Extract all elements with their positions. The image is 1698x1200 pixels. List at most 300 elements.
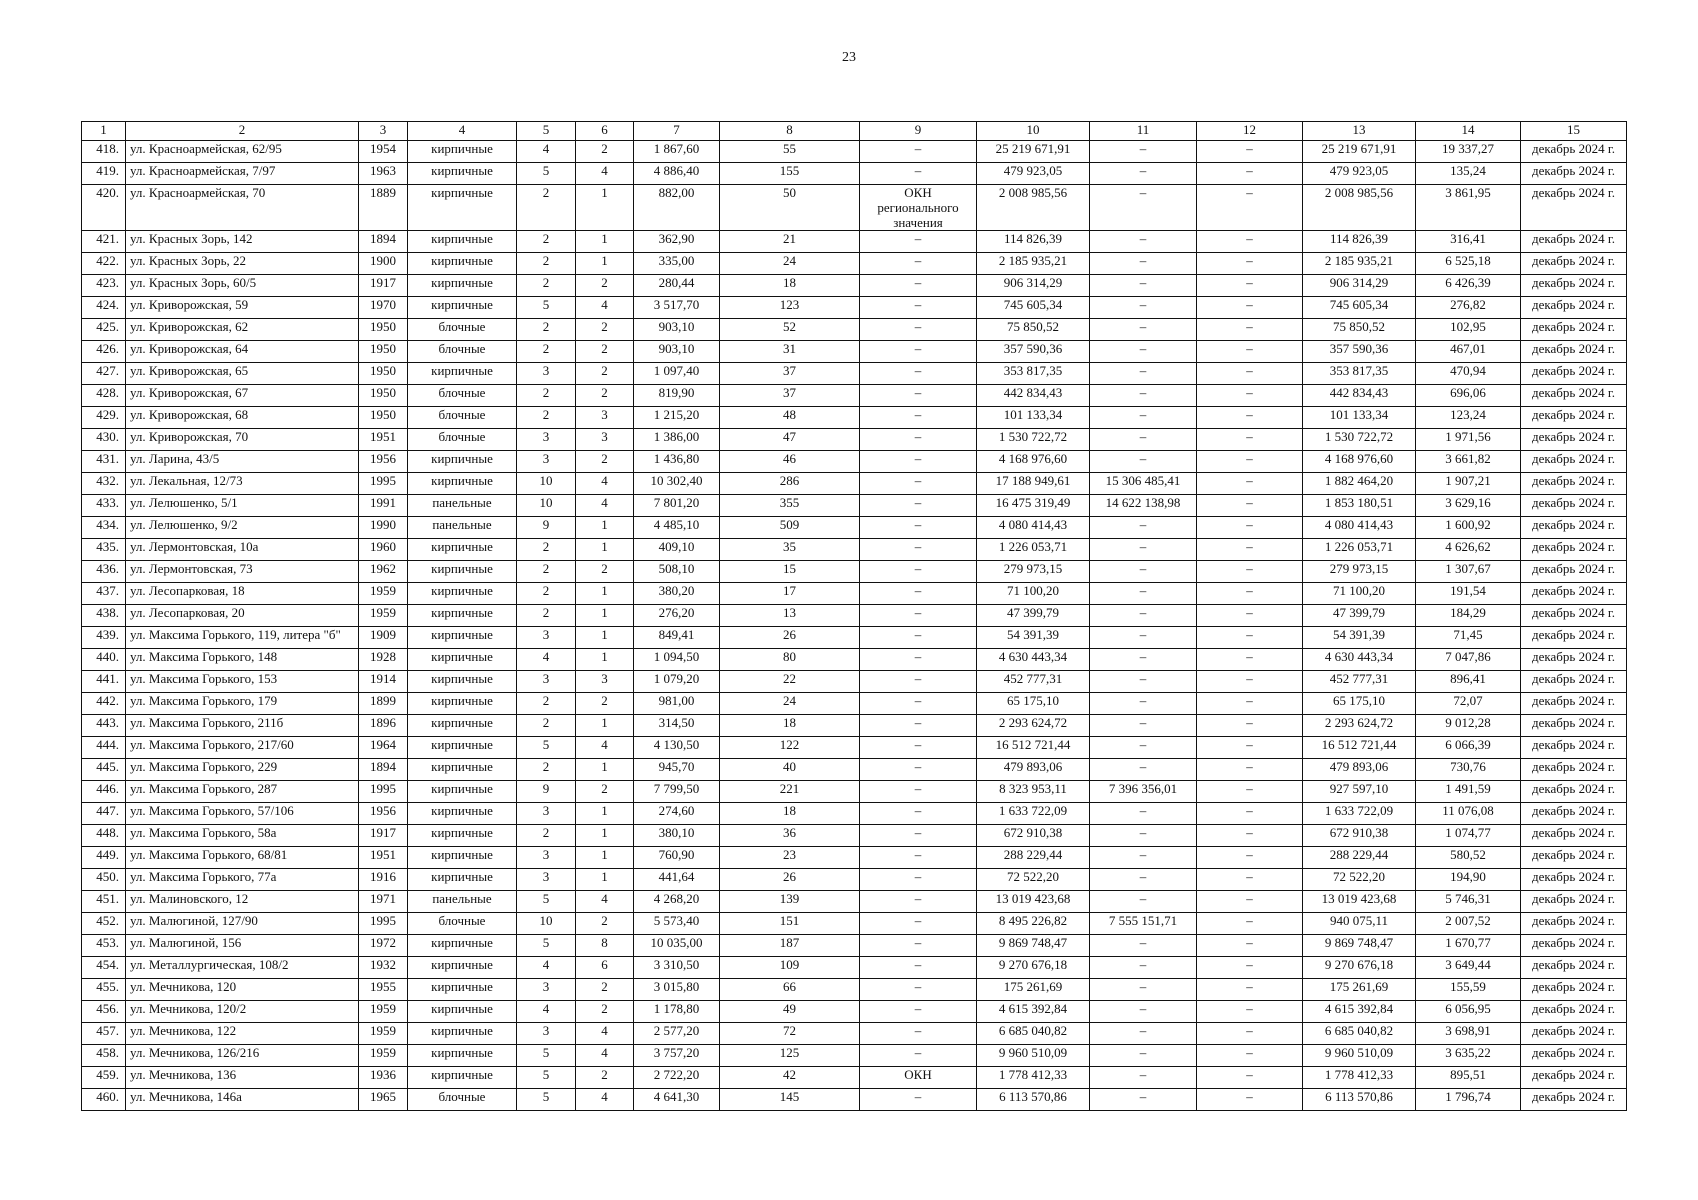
- residents-cell: 145: [720, 1089, 860, 1111]
- row-number-cell: 422.: [82, 253, 126, 275]
- table-row: [82, 341, 1627, 363]
- residents-cell: 47: [720, 429, 860, 451]
- cost-col-12-cell: –: [1197, 561, 1303, 583]
- table-row: [82, 141, 1627, 163]
- cost-col-12-cell: –: [1197, 141, 1303, 163]
- table-row: [82, 253, 1627, 275]
- cost-col-12-cell: –: [1197, 781, 1303, 803]
- completion-date-cell: декабрь 2024 г.: [1521, 979, 1627, 1001]
- table-row: [82, 451, 1627, 473]
- total-cost-cell: 1 530 722,72: [977, 429, 1090, 451]
- wall-material-cell: панельные: [408, 517, 517, 539]
- year-built-cell: 1955: [359, 979, 408, 1001]
- row-number-cell: 434.: [82, 517, 126, 539]
- cost-col-11-cell: –: [1090, 363, 1197, 385]
- cost-col-11-cell: –: [1090, 759, 1197, 781]
- residents-cell: 37: [720, 385, 860, 407]
- row-number-cell: 424.: [82, 297, 126, 319]
- total-area-cell: 1 178,80: [634, 1001, 720, 1023]
- year-built-cell: 1972: [359, 935, 408, 957]
- total-area-cell: 274,60: [634, 803, 720, 825]
- total-area-cell: 760,90: [634, 847, 720, 869]
- heritage-status-cell: –: [860, 847, 977, 869]
- cost-per-sqm-cell: 3 649,44: [1416, 957, 1521, 979]
- total-cost-cell: 2 008 985,56: [977, 185, 1090, 231]
- cost-col-13-cell: 9 869 748,47: [1303, 935, 1416, 957]
- entrances-cell: 4: [576, 1023, 634, 1045]
- wall-material-cell: кирпичные: [408, 275, 517, 297]
- floors-cell: 2: [517, 231, 576, 253]
- table-row: [82, 407, 1627, 429]
- cost-col-13-cell: 101 133,34: [1303, 407, 1416, 429]
- residents-cell: 187: [720, 935, 860, 957]
- cost-col-12-cell: –: [1197, 185, 1303, 231]
- entrances-cell: 3: [576, 429, 634, 451]
- entrances-cell: 1: [576, 715, 634, 737]
- table-row: [82, 163, 1627, 185]
- cost-col-12-cell: –: [1197, 319, 1303, 341]
- cost-col-11-cell: –: [1090, 185, 1197, 231]
- heritage-status-cell: –: [860, 649, 977, 671]
- table-row: [82, 363, 1627, 385]
- floors-cell: 2: [517, 605, 576, 627]
- heritage-status-cell: –: [860, 231, 977, 253]
- address-cell: ул. Красных Зорь, 22: [126, 253, 359, 275]
- cost-col-12-cell: –: [1197, 583, 1303, 605]
- cost-col-12-cell: –: [1197, 407, 1303, 429]
- heritage-status-cell: –: [860, 979, 977, 1001]
- heritage-status-cell: –: [860, 715, 977, 737]
- cost-col-12-cell: –: [1197, 847, 1303, 869]
- floors-cell: 3: [517, 1023, 576, 1045]
- cost-per-sqm-cell: 1 971,56: [1416, 429, 1521, 451]
- cost-per-sqm-cell: 3 635,22: [1416, 1045, 1521, 1067]
- year-built-cell: 1909: [359, 627, 408, 649]
- heritage-status-cell: –: [860, 935, 977, 957]
- total-area-cell: 508,10: [634, 561, 720, 583]
- floors-cell: 2: [517, 407, 576, 429]
- table-row: [82, 517, 1627, 539]
- heritage-status-cell: –: [860, 141, 977, 163]
- cost-per-sqm-cell: 1 307,67: [1416, 561, 1521, 583]
- cost-col-12-cell: –: [1197, 649, 1303, 671]
- cost-col-13-cell: 72 522,20: [1303, 869, 1416, 891]
- total-cost-cell: 353 817,35: [977, 363, 1090, 385]
- table-row: [82, 1023, 1627, 1045]
- cost-col-13-cell: 6 685 040,82: [1303, 1023, 1416, 1045]
- cost-col-11-cell: –: [1090, 561, 1197, 583]
- completion-date-cell: декабрь 2024 г.: [1521, 847, 1627, 869]
- row-number-cell: 435.: [82, 539, 126, 561]
- wall-material-cell: блочные: [408, 429, 517, 451]
- wall-material-cell: кирпичные: [408, 539, 517, 561]
- floors-cell: 2: [517, 275, 576, 297]
- entrances-cell: 2: [576, 319, 634, 341]
- completion-date-cell: декабрь 2024 г.: [1521, 451, 1627, 473]
- completion-date-cell: декабрь 2024 г.: [1521, 407, 1627, 429]
- total-cost-cell: 13 019 423,68: [977, 891, 1090, 913]
- completion-date-cell: декабрь 2024 г.: [1521, 185, 1627, 231]
- table-row: [82, 495, 1627, 517]
- cost-col-11-cell: –: [1090, 869, 1197, 891]
- column-header-6: 6: [576, 122, 634, 141]
- total-area-cell: 3 757,20: [634, 1045, 720, 1067]
- cost-col-13-cell: 1 853 180,51: [1303, 495, 1416, 517]
- residents-cell: 18: [720, 275, 860, 297]
- cost-per-sqm-cell: 2 007,52: [1416, 913, 1521, 935]
- row-number-cell: 425.: [82, 319, 126, 341]
- row-number-cell: 427.: [82, 363, 126, 385]
- entrances-cell: 1: [576, 803, 634, 825]
- total-area-cell: 903,10: [634, 319, 720, 341]
- cost-col-11-cell: –: [1090, 627, 1197, 649]
- wall-material-cell: панельные: [408, 891, 517, 913]
- address-cell: ул. Мечникова, 122: [126, 1023, 359, 1045]
- total-area-cell: 380,10: [634, 825, 720, 847]
- row-number-cell: 451.: [82, 891, 126, 913]
- total-cost-cell: 452 777,31: [977, 671, 1090, 693]
- residents-cell: 23: [720, 847, 860, 869]
- total-area-cell: 1 079,20: [634, 671, 720, 693]
- total-cost-cell: 672 910,38: [977, 825, 1090, 847]
- floors-cell: 3: [517, 627, 576, 649]
- column-header-11: 11: [1090, 122, 1197, 141]
- row-number-cell: 421.: [82, 231, 126, 253]
- cost-per-sqm-cell: 6 525,18: [1416, 253, 1521, 275]
- residents-cell: 18: [720, 803, 860, 825]
- address-cell: ул. Криворожская, 62: [126, 319, 359, 341]
- address-cell: ул. Максима Горького, 153: [126, 671, 359, 693]
- total-cost-cell: 9 960 510,09: [977, 1045, 1090, 1067]
- total-cost-cell: 479 923,05: [977, 163, 1090, 185]
- completion-date-cell: декабрь 2024 г.: [1521, 1023, 1627, 1045]
- cost-col-12-cell: –: [1197, 341, 1303, 363]
- year-built-cell: 1900: [359, 253, 408, 275]
- cost-col-13-cell: 6 113 570,86: [1303, 1089, 1416, 1111]
- wall-material-cell: кирпичные: [408, 583, 517, 605]
- cost-col-13-cell: 71 100,20: [1303, 583, 1416, 605]
- address-cell: ул. Красноармейская, 7/97: [126, 163, 359, 185]
- completion-date-cell: декабрь 2024 г.: [1521, 429, 1627, 451]
- year-built-cell: 1964: [359, 737, 408, 759]
- total-area-cell: 10 302,40: [634, 473, 720, 495]
- heritage-status-cell: –: [860, 913, 977, 935]
- wall-material-cell: блочные: [408, 1089, 517, 1111]
- row-number-cell: 438.: [82, 605, 126, 627]
- year-built-cell: 1932: [359, 957, 408, 979]
- address-cell: ул. Лермонтовская, 10а: [126, 539, 359, 561]
- completion-date-cell: декабрь 2024 г.: [1521, 297, 1627, 319]
- cost-col-13-cell: 13 019 423,68: [1303, 891, 1416, 913]
- heritage-status-cell: –: [860, 517, 977, 539]
- floors-cell: 2: [517, 561, 576, 583]
- cost-col-13-cell: 4 168 976,60: [1303, 451, 1416, 473]
- completion-date-cell: декабрь 2024 г.: [1521, 253, 1627, 275]
- wall-material-cell: кирпичные: [408, 781, 517, 803]
- wall-material-cell: кирпичные: [408, 627, 517, 649]
- cost-col-12-cell: –: [1197, 253, 1303, 275]
- year-built-cell: 1914: [359, 671, 408, 693]
- table-row: [82, 539, 1627, 561]
- cost-per-sqm-cell: 6 056,95: [1416, 1001, 1521, 1023]
- completion-date-cell: декабрь 2024 г.: [1521, 803, 1627, 825]
- cost-col-13-cell: 927 597,10: [1303, 781, 1416, 803]
- address-cell: ул. Максима Горького, 179: [126, 693, 359, 715]
- cost-col-13-cell: 65 175,10: [1303, 693, 1416, 715]
- wall-material-cell: панельные: [408, 495, 517, 517]
- table-row: [82, 1045, 1627, 1067]
- cost-col-11-cell: –: [1090, 979, 1197, 1001]
- address-cell: ул. Криворожская, 64: [126, 341, 359, 363]
- cost-col-12-cell: –: [1197, 429, 1303, 451]
- cost-col-12-cell: –: [1197, 693, 1303, 715]
- cost-col-11-cell: 7 555 151,71: [1090, 913, 1197, 935]
- floors-cell: 9: [517, 781, 576, 803]
- address-cell: ул. Лесопарковая, 18: [126, 583, 359, 605]
- total-area-cell: 5 573,40: [634, 913, 720, 935]
- floors-cell: 5: [517, 1067, 576, 1089]
- heritage-status-cell: –: [860, 319, 977, 341]
- heritage-status-cell: –: [860, 759, 977, 781]
- completion-date-cell: декабрь 2024 г.: [1521, 935, 1627, 957]
- year-built-cell: 1916: [359, 869, 408, 891]
- cost-col-13-cell: 2 293 624,72: [1303, 715, 1416, 737]
- year-built-cell: 1917: [359, 825, 408, 847]
- address-cell: ул. Криворожская, 59: [126, 297, 359, 319]
- address-cell: ул. Малюгиной, 156: [126, 935, 359, 957]
- housing-registry-table: [81, 121, 1627, 1111]
- residents-cell: 52: [720, 319, 860, 341]
- address-cell: ул. Мечникова, 146а: [126, 1089, 359, 1111]
- cost-per-sqm-cell: 696,06: [1416, 385, 1521, 407]
- cost-col-13-cell: 9 960 510,09: [1303, 1045, 1416, 1067]
- table-row: [82, 297, 1627, 319]
- completion-date-cell: декабрь 2024 г.: [1521, 737, 1627, 759]
- floors-cell: 4: [517, 1001, 576, 1023]
- residents-cell: 24: [720, 253, 860, 275]
- row-number-cell: 460.: [82, 1089, 126, 1111]
- floors-cell: 10: [517, 913, 576, 935]
- table-row: [82, 231, 1627, 253]
- year-built-cell: 1917: [359, 275, 408, 297]
- cost-col-13-cell: 1 778 412,33: [1303, 1067, 1416, 1089]
- year-built-cell: 1950: [359, 363, 408, 385]
- address-cell: ул. Мечникова, 120/2: [126, 1001, 359, 1023]
- entrances-cell: 2: [576, 781, 634, 803]
- year-built-cell: 1894: [359, 231, 408, 253]
- column-header-10: 10: [977, 122, 1090, 141]
- table-row: [82, 561, 1627, 583]
- row-number-cell: 457.: [82, 1023, 126, 1045]
- total-cost-cell: 17 188 949,61: [977, 473, 1090, 495]
- entrances-cell: 1: [576, 649, 634, 671]
- cost-col-12-cell: –: [1197, 1045, 1303, 1067]
- column-header-2: 2: [126, 122, 359, 141]
- address-cell: ул. Лермонтовская, 73: [126, 561, 359, 583]
- entrances-cell: 1: [576, 825, 634, 847]
- completion-date-cell: декабрь 2024 г.: [1521, 671, 1627, 693]
- address-cell: ул. Лелюшенко, 5/1: [126, 495, 359, 517]
- year-built-cell: 1995: [359, 913, 408, 935]
- cost-col-11-cell: –: [1090, 539, 1197, 561]
- cost-col-13-cell: 479 893,06: [1303, 759, 1416, 781]
- total-cost-cell: 1 778 412,33: [977, 1067, 1090, 1089]
- residents-cell: 151: [720, 913, 860, 935]
- row-number-cell: 447.: [82, 803, 126, 825]
- residents-cell: 66: [720, 979, 860, 1001]
- address-cell: ул. Мечникова, 126/216: [126, 1045, 359, 1067]
- address-cell: ул. Максима Горького, 211б: [126, 715, 359, 737]
- residents-cell: 21: [720, 231, 860, 253]
- completion-date-cell: декабрь 2024 г.: [1521, 759, 1627, 781]
- cost-col-11-cell: –: [1090, 715, 1197, 737]
- address-cell: ул. Криворожская, 65: [126, 363, 359, 385]
- total-area-cell: 7 801,20: [634, 495, 720, 517]
- cost-col-13-cell: 16 512 721,44: [1303, 737, 1416, 759]
- cost-per-sqm-cell: 191,54: [1416, 583, 1521, 605]
- cost-per-sqm-cell: 7 047,86: [1416, 649, 1521, 671]
- year-built-cell: 1991: [359, 495, 408, 517]
- entrances-cell: 4: [576, 737, 634, 759]
- row-number-cell: 441.: [82, 671, 126, 693]
- residents-cell: 37: [720, 363, 860, 385]
- cost-col-13-cell: 2 185 935,21: [1303, 253, 1416, 275]
- address-cell: ул. Максима Горького, 148: [126, 649, 359, 671]
- total-area-cell: 4 886,40: [634, 163, 720, 185]
- floors-cell: 3: [517, 451, 576, 473]
- completion-date-cell: декабрь 2024 г.: [1521, 539, 1627, 561]
- residents-cell: 17: [720, 583, 860, 605]
- floors-cell: 5: [517, 935, 576, 957]
- heritage-status-cell: –: [860, 1001, 977, 1023]
- address-cell: ул. Максима Горького, 77а: [126, 869, 359, 891]
- total-area-cell: 1 097,40: [634, 363, 720, 385]
- row-number-cell: 448.: [82, 825, 126, 847]
- floors-cell: 5: [517, 163, 576, 185]
- table-row: [82, 649, 1627, 671]
- row-number-cell: 454.: [82, 957, 126, 979]
- total-area-cell: 362,90: [634, 231, 720, 253]
- total-cost-cell: 1 226 053,71: [977, 539, 1090, 561]
- row-number-cell: 432.: [82, 473, 126, 495]
- year-built-cell: 1963: [359, 163, 408, 185]
- cost-per-sqm-cell: 580,52: [1416, 847, 1521, 869]
- row-number-cell: 446.: [82, 781, 126, 803]
- cost-col-12-cell: –: [1197, 715, 1303, 737]
- heritage-status-cell: –: [860, 275, 977, 297]
- cost-col-11-cell: –: [1090, 1045, 1197, 1067]
- total-area-cell: 1 094,50: [634, 649, 720, 671]
- row-number-cell: 456.: [82, 1001, 126, 1023]
- table-row: [82, 1067, 1627, 1089]
- cost-col-11-cell: –: [1090, 583, 1197, 605]
- cost-col-11-cell: –: [1090, 649, 1197, 671]
- completion-date-cell: декабрь 2024 г.: [1521, 231, 1627, 253]
- completion-date-cell: декабрь 2024 г.: [1521, 275, 1627, 297]
- entrances-cell: 1: [576, 539, 634, 561]
- entrances-cell: 3: [576, 671, 634, 693]
- total-cost-cell: 745 605,34: [977, 297, 1090, 319]
- address-cell: ул. Максима Горького, 229: [126, 759, 359, 781]
- wall-material-cell: кирпичные: [408, 759, 517, 781]
- cost-per-sqm-cell: 3 629,16: [1416, 495, 1521, 517]
- residents-cell: 49: [720, 1001, 860, 1023]
- column-header-14: 14: [1416, 122, 1521, 141]
- total-cost-cell: 72 522,20: [977, 869, 1090, 891]
- cost-col-11-cell: –: [1090, 825, 1197, 847]
- cost-col-11-cell: 14 622 138,98: [1090, 495, 1197, 517]
- cost-col-13-cell: 906 314,29: [1303, 275, 1416, 297]
- table-row: [82, 715, 1627, 737]
- row-number-cell: 449.: [82, 847, 126, 869]
- wall-material-cell: кирпичные: [408, 869, 517, 891]
- residents-cell: 35: [720, 539, 860, 561]
- cost-col-13-cell: 4 630 443,34: [1303, 649, 1416, 671]
- total-area-cell: 2 722,20: [634, 1067, 720, 1089]
- entrances-cell: 1: [576, 231, 634, 253]
- floors-cell: 3: [517, 429, 576, 451]
- residents-cell: 109: [720, 957, 860, 979]
- cost-col-13-cell: 940 075,11: [1303, 913, 1416, 935]
- heritage-status-cell: –: [860, 693, 977, 715]
- table-row: [82, 671, 1627, 693]
- cost-col-11-cell: –: [1090, 429, 1197, 451]
- cost-col-12-cell: –: [1197, 297, 1303, 319]
- table-row: [82, 429, 1627, 451]
- row-number-cell: 430.: [82, 429, 126, 451]
- row-number-cell: 455.: [82, 979, 126, 1001]
- row-number-cell: 428.: [82, 385, 126, 407]
- entrances-cell: 2: [576, 1067, 634, 1089]
- wall-material-cell: кирпичные: [408, 825, 517, 847]
- cost-col-13-cell: 1 633 722,09: [1303, 803, 1416, 825]
- cost-col-11-cell: –: [1090, 847, 1197, 869]
- wall-material-cell: кирпичные: [408, 473, 517, 495]
- cost-per-sqm-cell: 896,41: [1416, 671, 1521, 693]
- year-built-cell: 1995: [359, 781, 408, 803]
- address-cell: ул. Максима Горького, 287: [126, 781, 359, 803]
- cost-per-sqm-cell: 1 074,77: [1416, 825, 1521, 847]
- total-cost-cell: 906 314,29: [977, 275, 1090, 297]
- total-area-cell: 945,70: [634, 759, 720, 781]
- year-built-cell: 1959: [359, 1001, 408, 1023]
- cost-col-11-cell: –: [1090, 1067, 1197, 1089]
- cost-col-13-cell: 114 826,39: [1303, 231, 1416, 253]
- cost-per-sqm-cell: 135,24: [1416, 163, 1521, 185]
- table-row: [82, 847, 1627, 869]
- column-header-15: 15: [1521, 122, 1627, 141]
- cost-col-12-cell: –: [1197, 1001, 1303, 1023]
- completion-date-cell: декабрь 2024 г.: [1521, 627, 1627, 649]
- heritage-status-cell: –: [860, 781, 977, 803]
- completion-date-cell: декабрь 2024 г.: [1521, 605, 1627, 627]
- wall-material-cell: кирпичные: [408, 693, 517, 715]
- residents-cell: 13: [720, 605, 860, 627]
- address-cell: ул. Красноармейская, 70: [126, 185, 359, 231]
- heritage-status-cell: –: [860, 671, 977, 693]
- cost-per-sqm-cell: 123,24: [1416, 407, 1521, 429]
- cost-col-12-cell: –: [1197, 869, 1303, 891]
- total-cost-cell: 65 175,10: [977, 693, 1090, 715]
- entrances-cell: 4: [576, 495, 634, 517]
- cost-col-12-cell: –: [1197, 385, 1303, 407]
- completion-date-cell: декабрь 2024 г.: [1521, 913, 1627, 935]
- total-cost-cell: 288 229,44: [977, 847, 1090, 869]
- residents-cell: 72: [720, 1023, 860, 1045]
- year-built-cell: 1954: [359, 141, 408, 163]
- heritage-status-cell: –: [860, 891, 977, 913]
- entrances-cell: 1: [576, 605, 634, 627]
